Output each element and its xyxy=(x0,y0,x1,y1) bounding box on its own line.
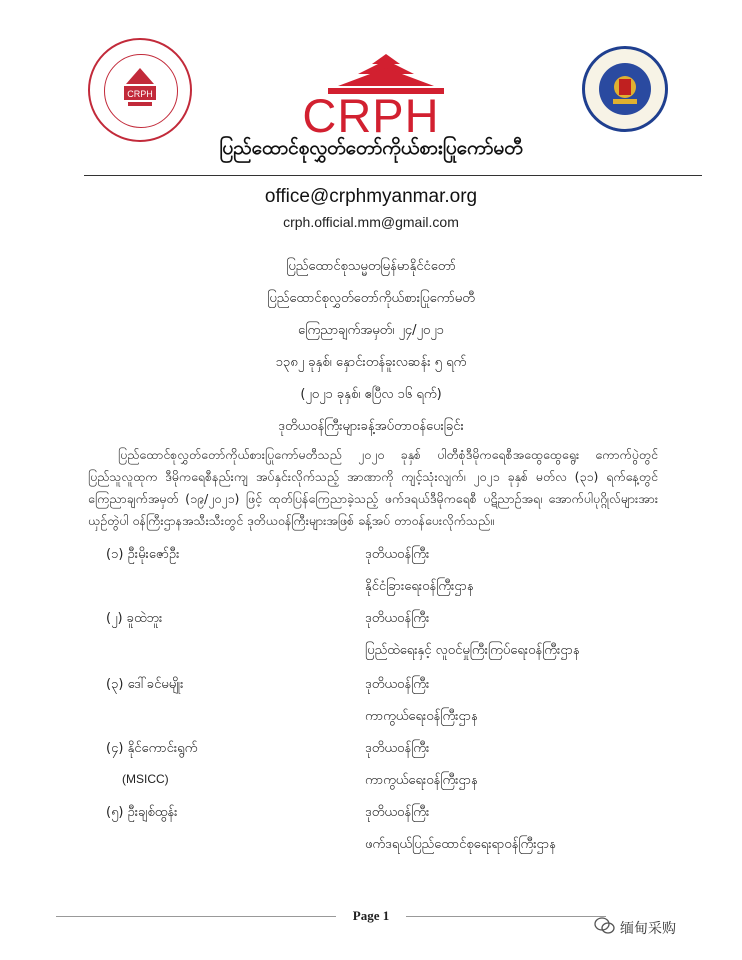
crph-logo-text: CRPH xyxy=(302,89,440,142)
notice-line-date: (၂၀၂၁ ခုနှစ်၊ ဧပြီလ ၁၆ ရက်) xyxy=(300,387,442,402)
appointee-ministry-1: နိုင်ငံခြားရေးဝန်ကြီးဌာန xyxy=(365,579,474,594)
notice-body xyxy=(88,444,658,532)
wechat-icon xyxy=(594,916,616,936)
watermark-text: 缅甸采购 xyxy=(620,921,676,937)
appointee-ministry-5: ဖက်ဒရယ်ပြည်ထောင်စုရေးရာဝန်ကြီးဌာန xyxy=(365,837,556,852)
primary-email[interactable]: office@crphmyanmar.org xyxy=(264,186,478,207)
appointee-name-1: (၁) ဦးမိုးဇော်ဦး xyxy=(106,547,180,562)
appointee-ministry-4: ကာကွယ်ရေးဝန်ကြီးဌာန xyxy=(365,773,478,788)
appointee-position-4: ဒုတိယဝန်ကြီး xyxy=(365,741,430,756)
appointee-position-3: ဒုတိယဝန်ကြီး xyxy=(365,677,430,692)
notice-line-myanmar-date: ၁၃၈၂ ခုနှစ်၊ နှောင်းတန်ခူးလဆန်း ၅ ရက် xyxy=(275,355,467,370)
svg-text:CRPH: CRPH xyxy=(127,89,153,99)
appointee-ministry-3: ကာကွယ်ရေးဝန်ကြီးဌာန xyxy=(365,709,478,724)
appointee-position-5: ဒုတိယဝန်ကြီး xyxy=(365,805,430,820)
notice-line-state: ပြည်ထောင်စုသမ္မတမြန်မာနိုင်ငံတော် xyxy=(286,259,456,274)
appointee-position-2: ဒုတိယဝန်ကြီး xyxy=(365,611,430,626)
secondary-email[interactable]: crph.official.mm@gmail.com xyxy=(283,214,459,230)
appointee-name-5: (၅) ဦးချစ်ထွန်း xyxy=(106,805,178,820)
header-divider xyxy=(84,175,702,176)
appointee-affiliation-4: (MSICC) xyxy=(122,772,169,786)
page-number: Page 1 xyxy=(352,908,390,923)
committee-title: ပြည်ထောင်စုလွှတ်တော်ကိုယ်စားပြုကော်မတီ xyxy=(219,137,523,159)
appointee-position-1: ဒုတိယဝန်ကြီး xyxy=(365,547,430,562)
appointee-ministry-2: ပြည်ထဲရေးနှင့် လူဝင်မှုကြီးကြပ်ရေးဝန်ကြီးဌာန xyxy=(365,643,580,658)
appointee-name-2: (၂) ခူထဲဘူး xyxy=(106,611,163,626)
notice-line-committee: ပြည်ထောင်စုလွှတ်တော်ကိုယ်စားပြုကော်မတီ xyxy=(267,291,475,306)
notice-body-text: ပြည်ထောင်စုလွှတ်တော်ကိုယ်စားပြုကော်မတီသည် ၂၀၂၀ ခုနှစ် ပါတီစုံဒီမိုကရေစီအထွေထွေရွေး ကောက်ပွဲတွင် ပြည်သူလူထုက ဒီမိုကရေစီနည်းကျ အပ်နှင်းလိုက်သည့် အာဏာကို ကျင့်သုံးလျက်၊ ၂၀၂၁ ခုနှစ် မတ်လ (၃၁) ရက်နေ့တွင် ကြေညာချက်အမှတ် (၁၉/၂၀၂၁) ဖြင့် ထုတ်ပြန်ကြေညာခဲ့သည့် ဖက်ဒရယ်ဒီမိုကရေစီ ပဋိညာဉ်အရ၊ အောက်ပါပုဂ္ဂိုလ်များအား ယှဉ်တွဲပါ ဝန်ကြီးဌာနအသီးသီးတွင် ဒုတိယဝန်ကြီးများအဖြစ် ခန့်အပ် တာဝန်ပေးလိုက်သည်။ xyxy=(88,447,658,528)
appointee-name-3: (၃) ဒေါ်ခင်မမျိုး xyxy=(106,677,184,692)
notice-line-number: ကြေညာချက်အမှတ်၊ ၂၄/၂၀၂၁ xyxy=(298,323,444,338)
appointee-name-4: (၄) နိုင်ကောင်းရွက် xyxy=(106,741,198,756)
notice-subject: ဒုတိယဝန်ကြီးများခန့်အပ်တာဝန်ပေးခြင်း xyxy=(278,419,464,434)
